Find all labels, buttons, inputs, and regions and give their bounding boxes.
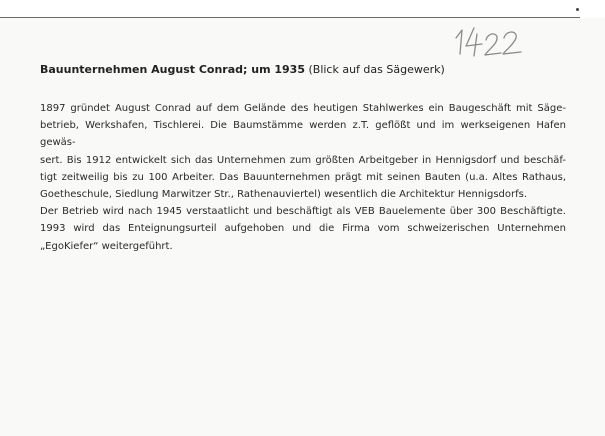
text-line: 1897 gründet August Conrad auf dem Gelände des heutigen Stahlwerkes ein Baugeschäft mit Säge-	[40, 103, 566, 114]
text-line: Der Betrieb wird nach 1945 verstaatlicht und beschäftigt als VEB Bauelemente über 300 Beschäftigte.	[40, 206, 566, 218]
heading-subtitle: (Blick auf das Sägewerk)	[308, 63, 445, 76]
top-margin	[0, 0, 605, 18]
text-line: betrieb, Werkshafen, Tischlerei. Die Baumstämme werden z.T. geflößt und im werkseigenen Hafen gewäs-	[40, 120, 566, 149]
card-heading	[40, 63, 445, 76]
text-line: tigt zeitweilig bis zu 100 Arbeiter. Das Bauunternehmen prägt mit seinen Bauten (u.a. Altes Rathaus,	[40, 171, 566, 183]
text-line: „EgoKiefer“ weitergeführt.	[40, 240, 173, 252]
text-line: Goetheschule, Siedlung Marwitzer Str., Rathenauviertel) wesentlich die Architektur Hennigsdorfs.	[40, 189, 528, 201]
description-text	[40, 100, 566, 255]
heading-title: Bauunternehmen August Conrad; um 1935	[40, 63, 305, 76]
text-line: 1993 wird das Enteignungsurteil aufgehoben und die Firma vom schweizerischen Unternehmen	[40, 223, 566, 235]
handwritten-number	[452, 24, 524, 58]
top-divider-line	[0, 17, 580, 18]
text-line: sert. Bis 1912 entwickelt sich das Unternehmen zum größten Arbeitgeber in Hennigsdorf und beschäf-	[40, 154, 566, 166]
corner-dot-mark	[576, 8, 579, 11]
